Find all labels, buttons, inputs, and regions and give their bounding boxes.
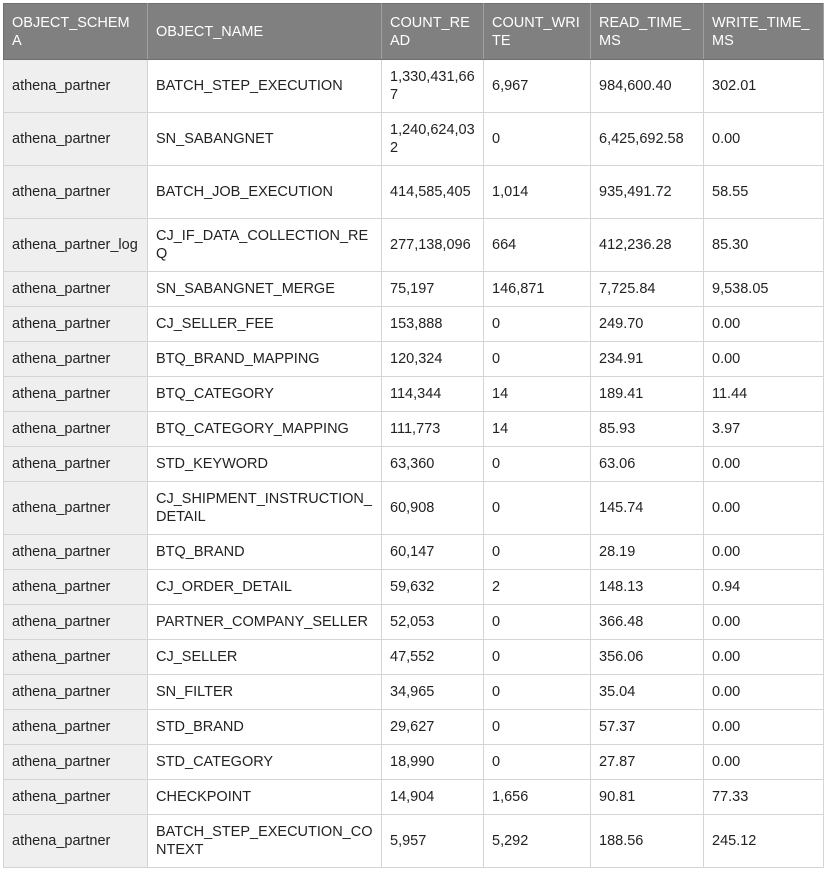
cell-count-read: 59,632 — [382, 570, 484, 605]
cell-count-read: 52,053 — [382, 605, 484, 640]
cell-count-write: 0 — [484, 113, 591, 166]
cell-object-schema: athena_partner — [4, 342, 148, 377]
table-row[interactable] — [4, 745, 824, 780]
cell-count-read: 34,965 — [382, 675, 484, 710]
cell-count-write: 0 — [484, 605, 591, 640]
cell-count-read: 414,585,405 — [382, 166, 484, 219]
cell-write-time-ms: 11.44 — [704, 377, 824, 412]
cell-object-name: BATCH_JOB_EXECUTION — [148, 166, 382, 219]
cell-count-write: 0 — [484, 307, 591, 342]
cell-object-name: BTQ_CATEGORY — [148, 377, 382, 412]
table-row[interactable] — [4, 482, 824, 535]
table-row[interactable] — [4, 342, 824, 377]
table-row[interactable] — [4, 535, 824, 570]
cell-count-write: 0 — [484, 710, 591, 745]
cell-count-read: 75,197 — [382, 272, 484, 307]
table-row[interactable] — [4, 780, 824, 815]
cell-write-time-ms: 0.00 — [704, 640, 824, 675]
cell-count-write: 0 — [484, 342, 591, 377]
cell-write-time-ms: 0.94 — [704, 570, 824, 605]
cell-write-time-ms: 0.00 — [704, 535, 824, 570]
table-row[interactable] — [4, 377, 824, 412]
cell-object-schema: athena_partner — [4, 535, 148, 570]
cell-object-name: STD_BRAND — [148, 710, 382, 745]
cell-object-schema: athena_partner — [4, 60, 148, 113]
cell-read-time-ms: 412,236.28 — [591, 219, 704, 272]
cell-count-write: 14 — [484, 412, 591, 447]
table-row[interactable] — [4, 447, 824, 482]
cell-count-read: 1,240,624,032 — [382, 113, 484, 166]
cell-count-write: 0 — [484, 535, 591, 570]
cell-count-write: 0 — [484, 447, 591, 482]
cell-read-time-ms: 57.37 — [591, 710, 704, 745]
cell-read-time-ms: 28.19 — [591, 535, 704, 570]
cell-read-time-ms: 6,425,692.58 — [591, 113, 704, 166]
cell-read-time-ms: 85.93 — [591, 412, 704, 447]
cell-object-schema: athena_partner — [4, 710, 148, 745]
table-row[interactable] — [4, 60, 824, 113]
cell-object-schema: athena_partner_log — [4, 219, 148, 272]
cell-object-name: BTQ_CATEGORY_MAPPING — [148, 412, 382, 447]
cell-write-time-ms: 9,538.05 — [704, 272, 824, 307]
cell-count-write: 0 — [484, 745, 591, 780]
cell-object-schema: athena_partner — [4, 272, 148, 307]
cell-object-schema: athena_partner — [4, 605, 148, 640]
cell-object-name: PARTNER_COMPANY_SELLER — [148, 605, 382, 640]
cell-count-write: 146,871 — [484, 272, 591, 307]
cell-count-read: 18,990 — [382, 745, 484, 780]
cell-count-read: 277,138,096 — [382, 219, 484, 272]
table-row[interactable] — [4, 675, 824, 710]
cell-count-write: 5,292 — [484, 815, 591, 868]
cell-count-read: 111,773 — [382, 412, 484, 447]
cell-object-schema: athena_partner — [4, 815, 148, 868]
cell-read-time-ms: 145.74 — [591, 482, 704, 535]
cell-object-name: STD_CATEGORY — [148, 745, 382, 780]
cell-object-name: SN_SABANGNET_MERGE — [148, 272, 382, 307]
cell-object-schema: athena_partner — [4, 675, 148, 710]
cell-read-time-ms: 148.13 — [591, 570, 704, 605]
cell-write-time-ms: 0.00 — [704, 447, 824, 482]
cell-write-time-ms: 58.55 — [704, 166, 824, 219]
results-table — [3, 3, 824, 868]
cell-count-read: 114,344 — [382, 377, 484, 412]
cell-write-time-ms: 0.00 — [704, 745, 824, 780]
column-header-object-schema[interactable]: OBJECT_SCHEMA — [4, 4, 148, 60]
cell-write-time-ms: 302.01 — [704, 60, 824, 113]
cell-read-time-ms: 35.04 — [591, 675, 704, 710]
cell-object-name: BTQ_BRAND — [148, 535, 382, 570]
cell-object-schema: athena_partner — [4, 377, 148, 412]
table-row[interactable] — [4, 307, 824, 342]
cell-count-read: 14,904 — [382, 780, 484, 815]
cell-count-read: 60,147 — [382, 535, 484, 570]
cell-object-schema: athena_partner — [4, 482, 148, 535]
table-row[interactable] — [4, 570, 824, 605]
table-row[interactable] — [4, 640, 824, 675]
cell-count-read: 5,957 — [382, 815, 484, 868]
column-header-read-time-ms[interactable]: READ_TIME_MS — [591, 4, 704, 60]
cell-write-time-ms: 245.12 — [704, 815, 824, 868]
cell-object-name: CHECKPOINT — [148, 780, 382, 815]
cell-count-write: 6,967 — [484, 60, 591, 113]
cell-write-time-ms: 0.00 — [704, 710, 824, 745]
cell-count-read: 47,552 — [382, 640, 484, 675]
cell-read-time-ms: 249.70 — [591, 307, 704, 342]
cell-count-read: 153,888 — [382, 307, 484, 342]
table-row[interactable] — [4, 815, 824, 868]
cell-read-time-ms: 90.81 — [591, 780, 704, 815]
table-row[interactable] — [4, 272, 824, 307]
cell-count-write: 1,656 — [484, 780, 591, 815]
cell-object-schema: athena_partner — [4, 447, 148, 482]
table-row[interactable] — [4, 412, 824, 447]
cell-read-time-ms: 188.56 — [591, 815, 704, 868]
cell-object-name: CJ_SHIPMENT_INSTRUCTION_DETAIL — [148, 482, 382, 535]
cell-read-time-ms: 234.91 — [591, 342, 704, 377]
column-header-count-write[interactable]: COUNT_WRITE — [484, 4, 591, 60]
cell-write-time-ms: 0.00 — [704, 342, 824, 377]
cell-object-schema: athena_partner — [4, 307, 148, 342]
cell-object-schema: athena_partner — [4, 570, 148, 605]
cell-object-name: CJ_SELLER — [148, 640, 382, 675]
cell-count-write: 2 — [484, 570, 591, 605]
cell-write-time-ms: 3.97 — [704, 412, 824, 447]
cell-count-write: 1,014 — [484, 166, 591, 219]
cell-object-schema: athena_partner — [4, 780, 148, 815]
cell-count-write: 0 — [484, 640, 591, 675]
cell-read-time-ms: 189.41 — [591, 377, 704, 412]
cell-write-time-ms: 77.33 — [704, 780, 824, 815]
cell-object-schema: athena_partner — [4, 113, 148, 166]
cell-object-name: CJ_SELLER_FEE — [148, 307, 382, 342]
cell-read-time-ms: 7,725.84 — [591, 272, 704, 307]
cell-write-time-ms: 0.00 — [704, 675, 824, 710]
cell-count-read: 60,908 — [382, 482, 484, 535]
cell-count-write: 14 — [484, 377, 591, 412]
cell-read-time-ms: 356.06 — [591, 640, 704, 675]
cell-object-name: BATCH_STEP_EXECUTION — [148, 60, 382, 113]
table-row[interactable] — [4, 113, 824, 166]
cell-object-name: SN_FILTER — [148, 675, 382, 710]
cell-object-name: CJ_ORDER_DETAIL — [148, 570, 382, 605]
column-header-write-time-ms[interactable]: WRITE_TIME_MS — [704, 4, 824, 60]
cell-object-name: STD_KEYWORD — [148, 447, 382, 482]
cell-object-schema: athena_partner — [4, 166, 148, 219]
cell-count-read: 120,324 — [382, 342, 484, 377]
cell-object-name: BTQ_BRAND_MAPPING — [148, 342, 382, 377]
cell-object-name: SN_SABANGNET — [148, 113, 382, 166]
cell-write-time-ms: 0.00 — [704, 307, 824, 342]
cell-read-time-ms: 935,491.72 — [591, 166, 704, 219]
table-row[interactable] — [4, 605, 824, 640]
cell-count-write: 0 — [484, 675, 591, 710]
cell-read-time-ms: 63.06 — [591, 447, 704, 482]
cell-object-schema: athena_partner — [4, 745, 148, 780]
header-row — [4, 4, 824, 60]
cell-write-time-ms: 0.00 — [704, 113, 824, 166]
cell-count-write: 664 — [484, 219, 591, 272]
table-row[interactable] — [4, 166, 824, 219]
cell-object-name: CJ_IF_DATA_COLLECTION_REQ — [148, 219, 382, 272]
cell-read-time-ms: 366.48 — [591, 605, 704, 640]
cell-object-name: BATCH_STEP_EXECUTION_CONTEXT — [148, 815, 382, 868]
cell-count-read: 1,330,431,667 — [382, 60, 484, 113]
table-row[interactable] — [4, 219, 824, 272]
cell-write-time-ms: 85.30 — [704, 219, 824, 272]
cell-read-time-ms: 984,600.40 — [591, 60, 704, 113]
cell-count-write: 0 — [484, 482, 591, 535]
cell-read-time-ms: 27.87 — [591, 745, 704, 780]
cell-count-read: 63,360 — [382, 447, 484, 482]
cell-write-time-ms: 0.00 — [704, 605, 824, 640]
cell-count-read: 29,627 — [382, 710, 484, 745]
column-header-object-name[interactable]: OBJECT_NAME — [148, 4, 382, 60]
table-row[interactable] — [4, 710, 824, 745]
column-header-count-read[interactable]: COUNT_READ — [382, 4, 484, 60]
cell-object-schema: athena_partner — [4, 640, 148, 675]
cell-object-schema: athena_partner — [4, 412, 148, 447]
cell-write-time-ms: 0.00 — [704, 482, 824, 535]
